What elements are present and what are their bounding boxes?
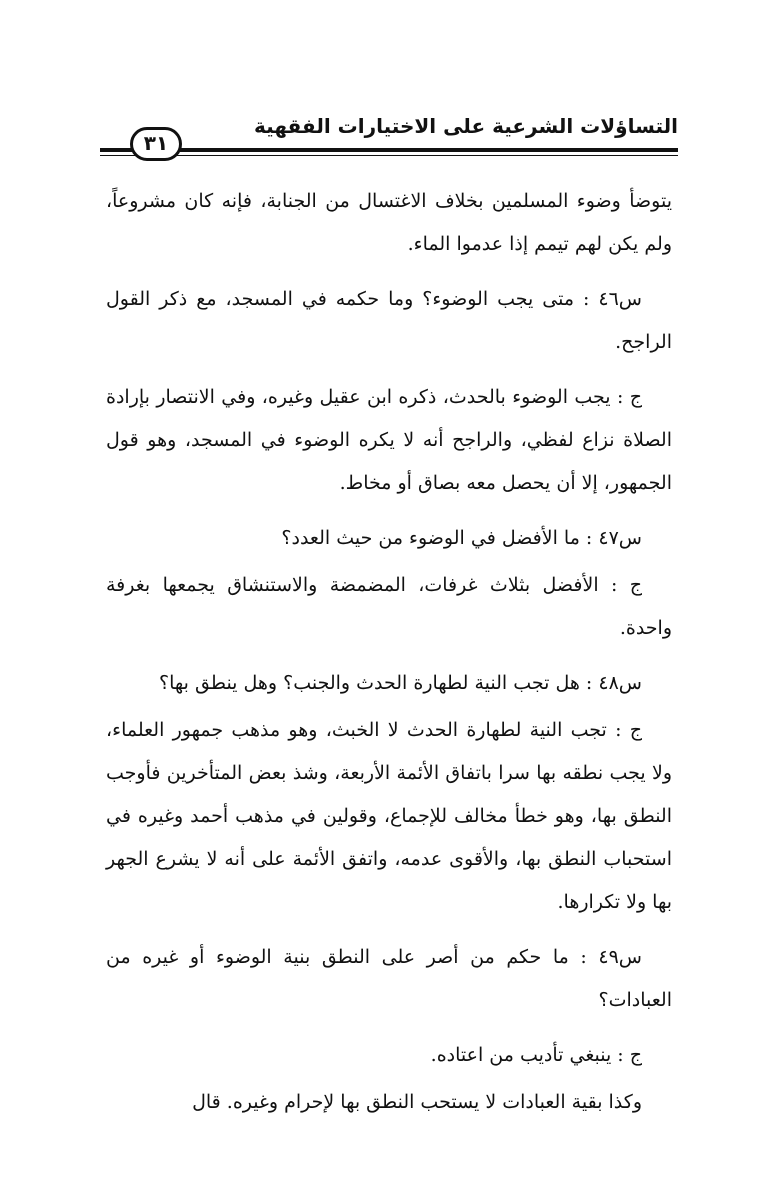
- answer-46: ج : يجب الوضوء بالحدث، ذكره ابن عقيل وغيره، وفي الانتصار بإرادة الصلاة نزاع لفظي، والراجح أنه لا يكره الوضوء في المسجد، وهو قول الجمهور، إلا أن يحصل معه بصاق أو مخاط.: [106, 386, 672, 494]
- paragraph-continued: وكذا بقية العبادات لا يستحب النطق بها لإحرام وغيره. قال: [192, 1091, 642, 1113]
- page-number-badge: ٣١: [130, 127, 182, 161]
- header-rule-thin: [100, 155, 678, 156]
- question-48: س٤٨ : هل تجب النية لطهارة الحدث والجنب؟ وهل ينطق بها؟: [159, 672, 642, 694]
- question-46: س٤٦ : متى يجب الوضوء؟ وما حكمه في المسجد، مع ذكر القول الراجح.: [106, 288, 672, 353]
- question-49: س٤٩ : ما حكم من أصر على النطق بنية الوضوء أو غيره من العبادات؟: [106, 946, 672, 1011]
- header-rule-thick: [100, 148, 678, 152]
- book-title: التساؤلات الشرعية على الاختيارات الفقهية: [254, 114, 678, 138]
- paragraph-continuation: يتوضأ وضوء المسلمين بخلاف الاغتسال من الجنابة، فإنه كان مشروعاً، ولم يكن لهم تيمم إذا عدموا الماء.: [106, 190, 672, 255]
- answer-48: ج : تجب النية لطهارة الحدث لا الخبث، وهو مذهب جمهور العلماء، ولا يجب نطقه بها سرا باتفاق الأئمة الأربعة، وشذ بعض المتأخرين فأوجب النطق بها، وهو خطأ مخالف للإجماع، وقولين في مذهب أحمد وغيره في استحباب النطق بها، والأقوى عدمه، واتفق الأئمة على أنه لا يشرع الجهر بها ولا تكرارها.: [106, 719, 672, 913]
- answer-49: ج : ينبغي تأديب من اعتاده.: [430, 1044, 642, 1066]
- page-body: [106, 180, 672, 1136]
- answer-47: ج : الأفضل بثلاث غرفات، المضمضة والاستنشاق يجمعها بغرفة واحدة.: [106, 574, 672, 639]
- page-header: [100, 112, 678, 162]
- question-47: س٤٧ : ما الأفضل في الوضوء من حيث العدد؟: [281, 527, 642, 549]
